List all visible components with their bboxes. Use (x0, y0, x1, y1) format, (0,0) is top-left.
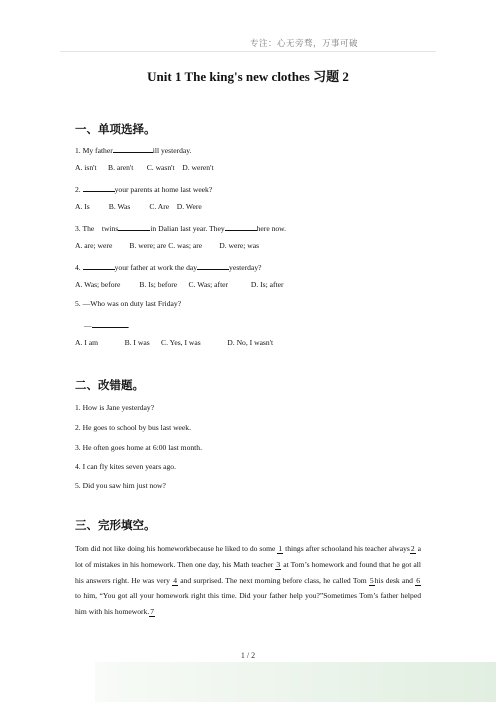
question-4-stem-mid: your father at work the day (114, 263, 198, 272)
question-5-answer-dash: — (84, 321, 92, 330)
cloze-passage (75, 541, 421, 620)
correction-item: 2. He goes to school by bus last week. (75, 423, 191, 432)
question-4 (75, 261, 262, 272)
correction-item: 4. I can fly kites seven years ago. (75, 462, 177, 471)
question-4-options: A. Was; before B. Is; before C. Was; after D. Is; after (75, 280, 284, 289)
section-heading-multiple-choice: 一、单项选择。 (75, 122, 156, 136)
question-3 (75, 222, 286, 233)
cloze-text: a lot of mistakes in his homework. Then one day, his Math teacher (75, 544, 421, 569)
question-2-stem-post: your parents at home last week? (114, 185, 213, 194)
correction-item: 5. Did you saw him just now? (75, 481, 166, 490)
cloze-text: his desk and (374, 575, 413, 585)
answer-blank[interactable] (92, 319, 128, 328)
answer-blank[interactable] (225, 222, 257, 231)
cloze-blank-1[interactable]: 1 (278, 544, 283, 553)
question-4-stem-pre: 4. (75, 263, 83, 272)
cloze-text: to him, “You got all your homework right this time. Did your father help you?”Sometimes Tom’s father helped him with his homework. (75, 591, 421, 617)
footer-decoration (95, 662, 496, 702)
cloze-text: at Tom’s homework and found that he got all his answers right. He was very (75, 559, 421, 585)
question-1-stem-post: ill yesterday. (152, 146, 192, 155)
question-5: 5. —Who was on duty last Friday? (75, 299, 182, 308)
question-1-options: A. isn't B. aren't C. wasn't D. weren't (75, 163, 214, 172)
question-3-stem-pre: 3. The twins (75, 224, 119, 233)
cloze-text: Tom did not like doing his homeworkbecause he liked to do some (75, 544, 276, 553)
correction-item: 1. How is Jane yesterday? (75, 403, 155, 412)
cloze-blank-2[interactable]: 2 (410, 544, 415, 553)
cloze-blank-4[interactable]: 4 (173, 575, 177, 585)
question-2-options: A. Is B. Was C. Are D. Were (75, 202, 202, 211)
header-divider (60, 51, 436, 52)
question-2-stem-pre: 2. (75, 185, 83, 194)
page-number: 1 / 2 (240, 651, 256, 660)
question-2 (75, 183, 212, 194)
header-motto: 专注：心无旁骛，万事可破 (249, 38, 358, 48)
answer-blank[interactable] (83, 183, 115, 192)
section-heading-cloze: 三、完形填空。 (75, 518, 156, 532)
answer-blank[interactable] (83, 261, 115, 270)
cloze-text: and surprised. The next morning before class, he called Tom (180, 575, 367, 585)
question-5-options: A. I am B. I was C. Yes, I was D. No, I wasn't (75, 338, 274, 347)
question-1 (75, 144, 191, 155)
cloze-blank-6[interactable]: 6 (416, 575, 420, 585)
question-5-answer-line (84, 319, 130, 330)
document-title: Unit 1 The king's new clothes 习题 2 (147, 69, 349, 84)
section-heading-error-correction: 二、改错题。 (75, 378, 144, 392)
question-3-stem-post: here now. (256, 224, 287, 233)
question-3-options: A. are; were B. were; are C. was; are D. were; was (75, 241, 260, 250)
question-5-answer-period: . (127, 321, 130, 330)
answer-blank[interactable] (113, 144, 153, 153)
question-3-stem-mid: in Dalian last year. They (150, 224, 225, 233)
cloze-blank-3[interactable]: 3 (276, 559, 281, 569)
question-4-stem-post: yesterday? (229, 263, 262, 272)
question-1-stem-pre: 1. My father (75, 146, 113, 155)
correction-item: 3. He often goes home at 6:00 last month. (75, 443, 202, 452)
cloze-text: things after schooland his teacher always (285, 544, 410, 553)
answer-blank[interactable] (197, 261, 229, 270)
answer-blank[interactable] (118, 222, 150, 231)
cloze-blank-5[interactable]: 5 (369, 575, 374, 585)
cloze-blank-7[interactable]: 7 (150, 607, 155, 617)
